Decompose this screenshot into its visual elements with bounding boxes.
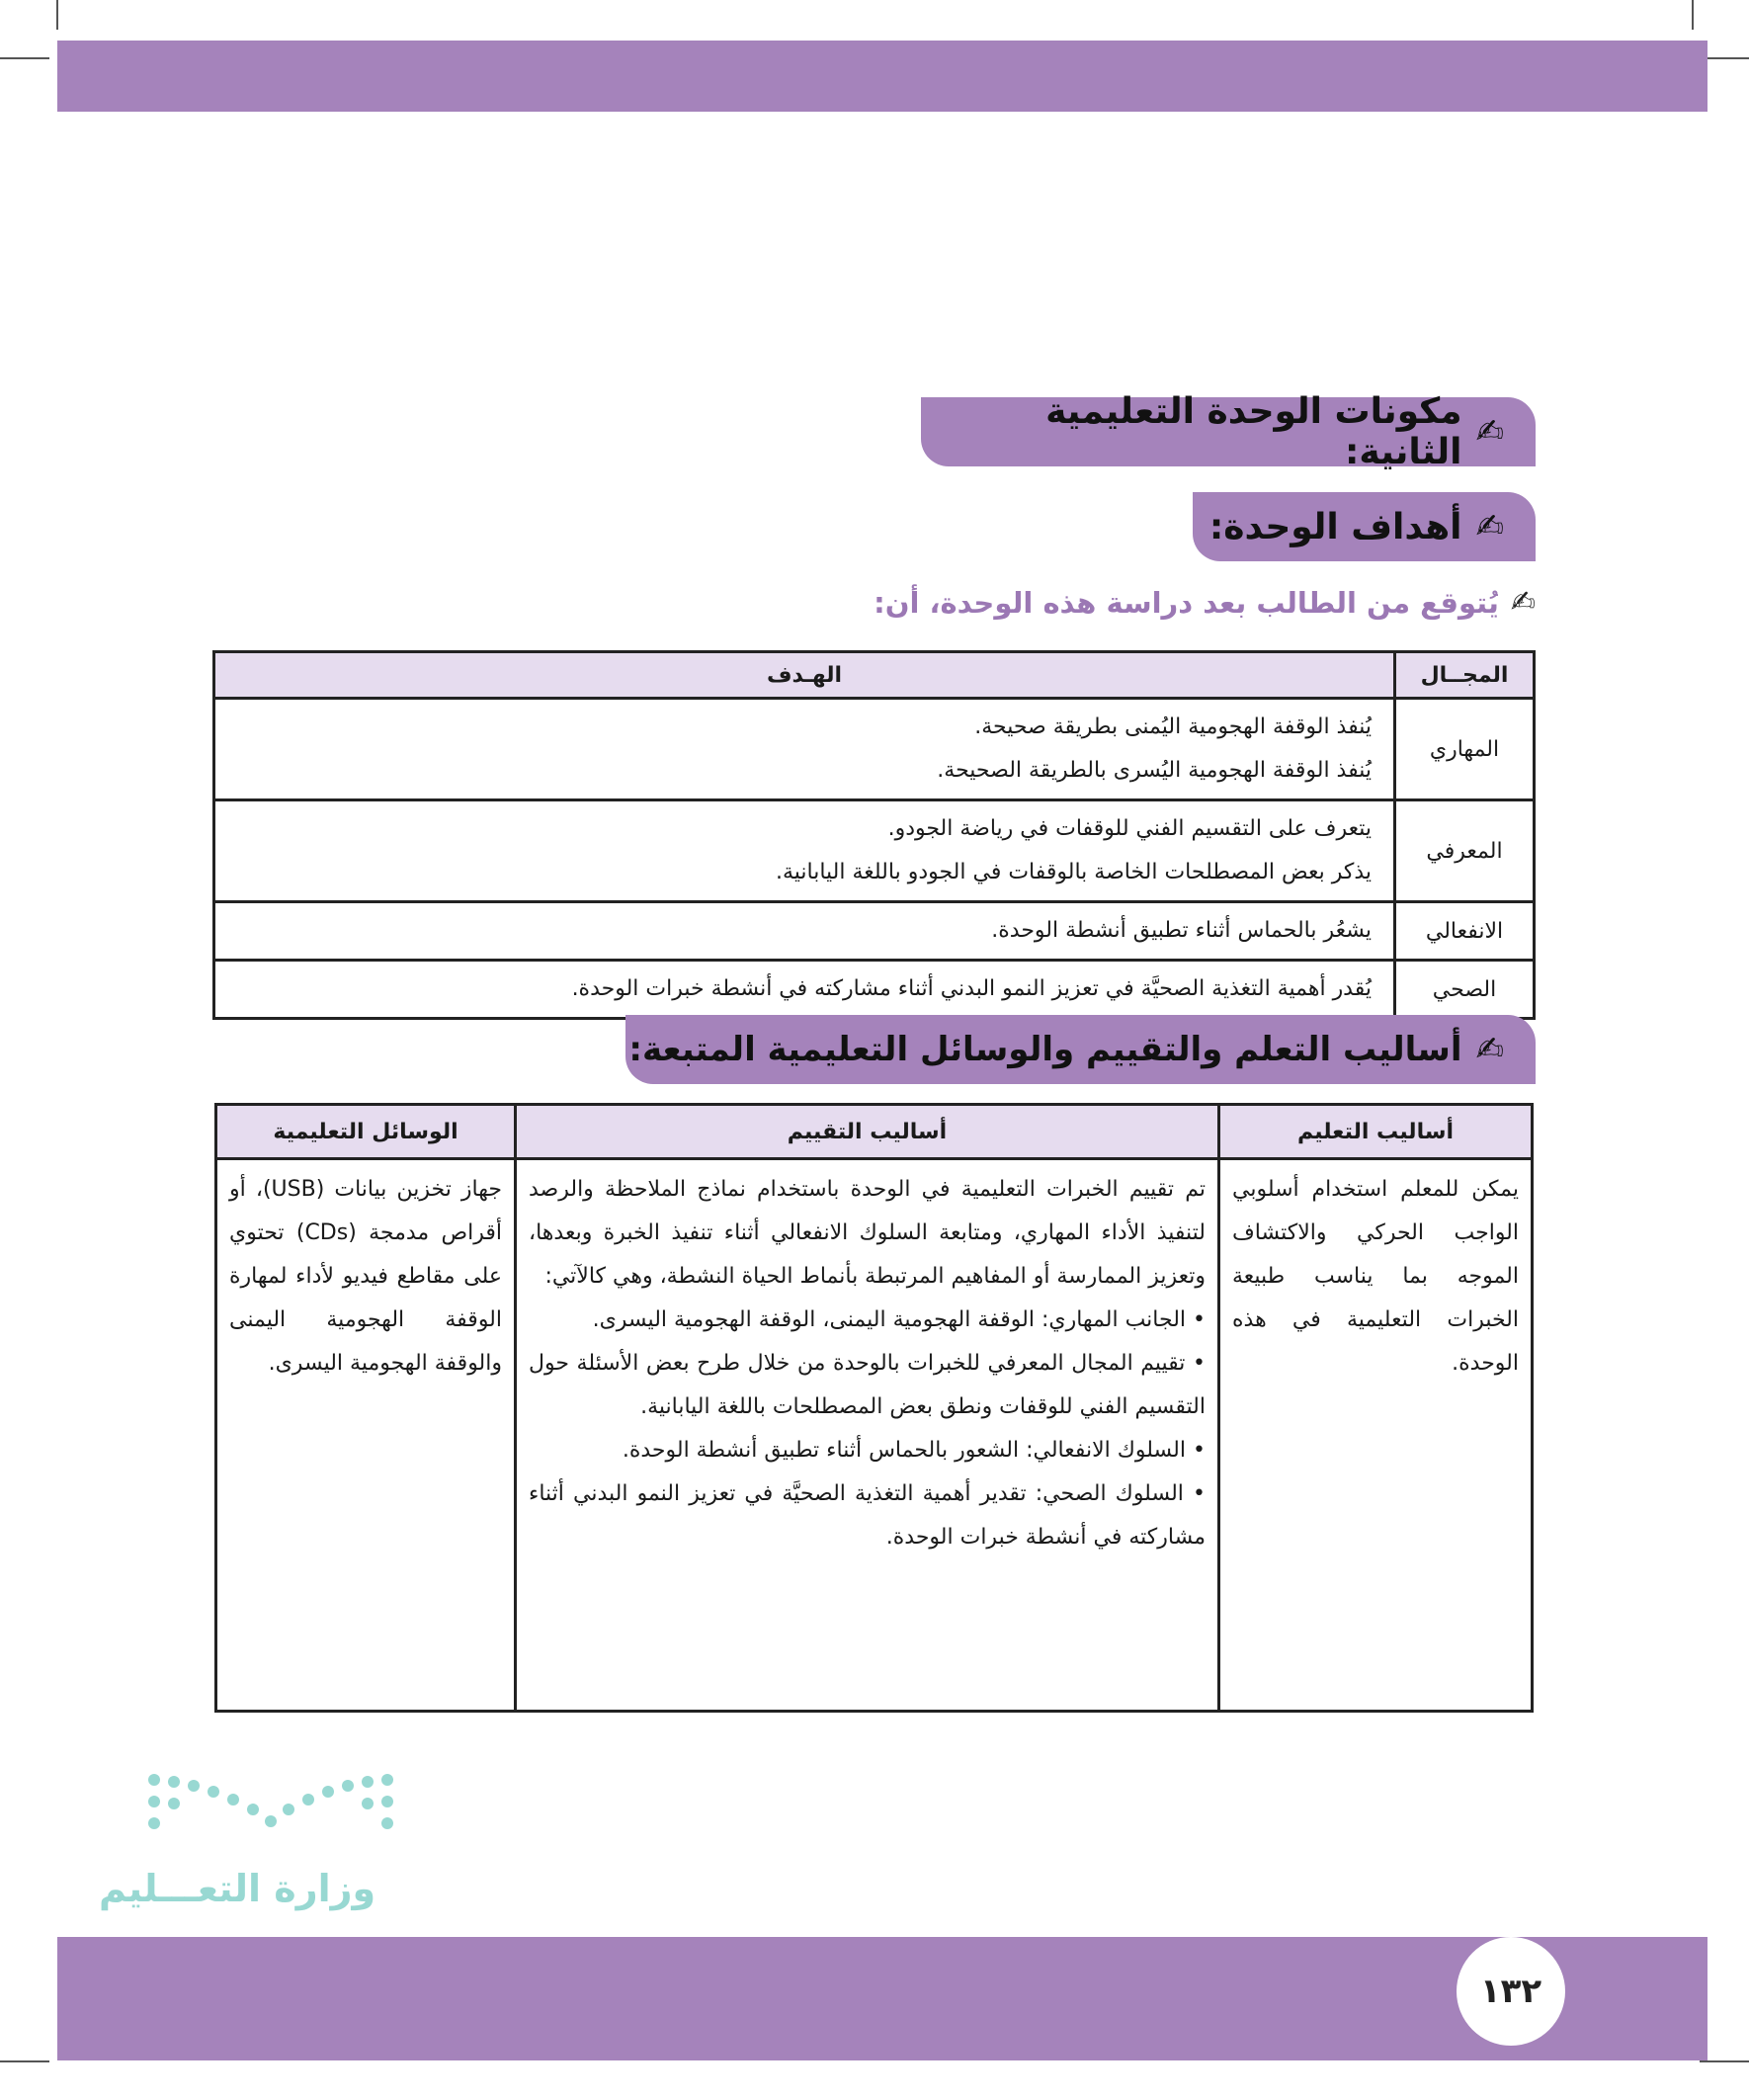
goals-intro bbox=[874, 585, 1536, 620]
methods-title: أساليب التعلم والتقييم والوسائل التعليمية المتبعة: bbox=[628, 1030, 1462, 1069]
goals-table-header bbox=[214, 652, 1535, 699]
crop-mark bbox=[56, 0, 58, 30]
goal-cell bbox=[214, 902, 1395, 961]
goal-text: يُنفذ الوقفة الهجومية اليُسرى بالطريقة الصحيحة. bbox=[937, 758, 1372, 783]
crop-mark bbox=[0, 2060, 49, 2062]
ministry-logo bbox=[99, 1774, 395, 1910]
header-learning: أساليب التعليم bbox=[1219, 1105, 1533, 1159]
pencil-icon: ✍ bbox=[1475, 412, 1504, 452]
learning-cell: يمكن للمعلم استخدام أسلوبي الواجب الحركي والاكتشاف الموجه بما يناسب طبيعة الخبرات التعليمية في هذه الوحدة. bbox=[1219, 1159, 1533, 1712]
list-item: • السلوك الصحي: تقدير أهمية التغذية الصحيَّة في تعزيز النمو البدني أثناء مشاركته في أنشطة خبرات الوحدة. bbox=[529, 1472, 1206, 1559]
logo-text: وزارة التعـــليم bbox=[99, 1867, 376, 1910]
pencil-icon: ✍ bbox=[1475, 507, 1504, 546]
unit-components-title: مكونات الوحدة التعليمية الثانية: bbox=[1045, 391, 1462, 472]
domain-cell: الصحي bbox=[1395, 961, 1535, 1019]
header-domain: المجــال bbox=[1395, 652, 1535, 699]
methods-heading bbox=[625, 1015, 1536, 1084]
domain-cell: الانفعالي bbox=[1395, 902, 1535, 961]
list-item: • تقييم المجال المعرفي للخبرات بالوحدة من خلال طرح بعض الأسئلة حول التقسيم الفني للوقفات ونطق بعض المصطلحات باللغة اليابانية. bbox=[529, 1342, 1206, 1429]
methods-table-header bbox=[216, 1105, 1533, 1159]
header-assessment: أساليب التقييم bbox=[516, 1105, 1219, 1159]
goal-cell bbox=[214, 800, 1395, 902]
domain-cell: المعرفي bbox=[1395, 800, 1535, 902]
unit-goals-title: أهداف الوحدة: bbox=[1208, 506, 1462, 547]
table-row bbox=[214, 902, 1535, 961]
goal-cell bbox=[214, 961, 1395, 1019]
domain-cell: المهاري bbox=[1395, 699, 1535, 800]
unit-components-heading bbox=[921, 391, 1536, 472]
list-item: • الجانب المهاري: الوقفة الهجومية اليمنى، الوقفة الهجومية اليسرى. bbox=[529, 1299, 1206, 1342]
methods-table bbox=[214, 1103, 1534, 1713]
goals-intro-text: يُتوقع من الطالب بعد دراسة هذه الوحدة، أن: bbox=[874, 585, 1499, 620]
goals-table bbox=[212, 650, 1536, 1020]
list-item: • السلوك الانفعالي: الشعور بالحماس أثناء تطبيق أنشطة الوحدة. bbox=[529, 1429, 1206, 1472]
goal-text: يتعرف على التقسيم الفني للوقفات في رياضة الجودو. bbox=[887, 816, 1372, 841]
goal-text: يشعُر بالحماس أثناء تطبيق أنشطة الوحدة. bbox=[991, 918, 1372, 943]
table-row bbox=[216, 1159, 1533, 1712]
assessment-list bbox=[529, 1299, 1206, 1559]
table-row bbox=[214, 800, 1535, 902]
table-row bbox=[214, 961, 1535, 1019]
header-goal: الهـدف bbox=[214, 652, 1395, 699]
goal-cell bbox=[214, 699, 1395, 800]
tools-cell: جهاز تخزين بيانات (USB)، أو أقراص مدمجة (CDs) تحتوي على مقاطع فيديو لأداء لمهارة الوقفة الهجومية اليمنى والوقفة الهجومية اليسرى. bbox=[216, 1159, 516, 1712]
header-band bbox=[57, 41, 1707, 112]
header-tools: الوسائل التعليمية bbox=[216, 1105, 516, 1159]
goal-text: يذكر بعض المصطلحات الخاصة بالوقفات في الجودو باللغة اليابانية. bbox=[775, 860, 1372, 884]
goal-text: يُقدر أهمية التغذية الصحيَّة في تعزيز النمو البدني أثناء مشاركته في أنشطة خبرات الوحدة. bbox=[571, 976, 1372, 1001]
logo-dots-icon bbox=[148, 1774, 395, 1853]
table-row bbox=[214, 699, 1535, 800]
pencil-icon: ✍ bbox=[1475, 1030, 1504, 1069]
crop-mark bbox=[0, 57, 49, 59]
crop-mark bbox=[1700, 2060, 1749, 2062]
pencil-icon: ✍ bbox=[1510, 585, 1536, 620]
unit-goals-heading bbox=[1193, 492, 1536, 561]
goal-text: يُنفذ الوقفة الهجومية اليُمنى بطريقة صحيحة. bbox=[974, 714, 1372, 739]
page-number: ١٣٢ bbox=[1457, 1937, 1565, 2046]
assessment-intro: تم تقييم الخبرات التعليمية في الوحدة باستخدام نماذج الملاحظة والرصد لتنفيذ الأداء المهاري، ومتابعة السلوك الانفعالي أثناء تنفيذ الخبرة وبعدها، وتعزيز الممارسة أو المفاهيم المرتبطة بأنماط الحياة النشطة، وهي كالآتي: bbox=[529, 1177, 1206, 1289]
crop-mark bbox=[1692, 0, 1694, 30]
assessment-cell bbox=[516, 1159, 1219, 1712]
